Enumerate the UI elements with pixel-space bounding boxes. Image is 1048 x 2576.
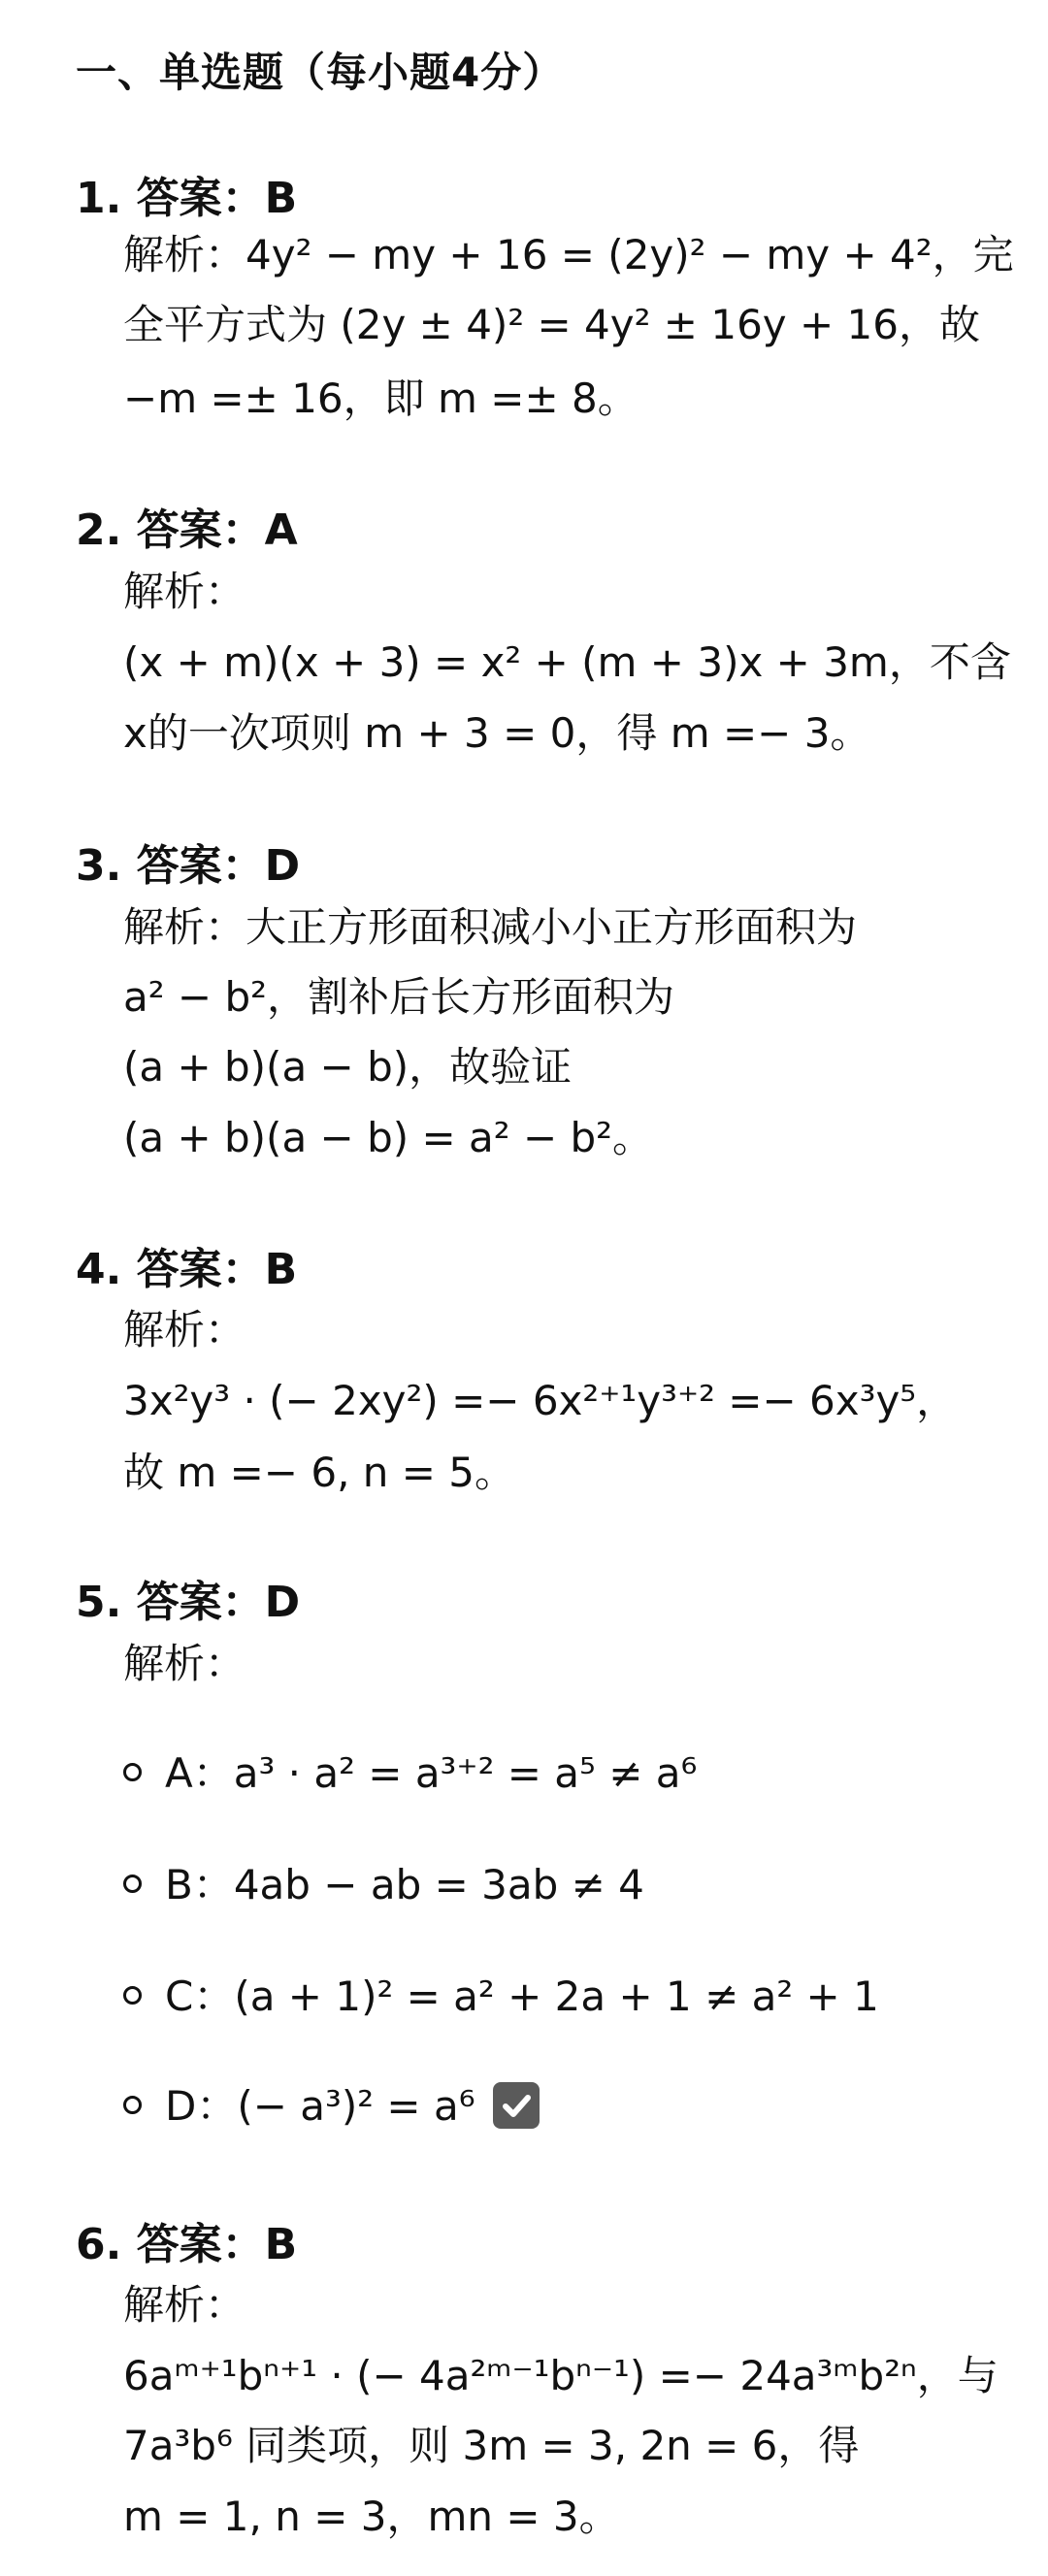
question-3-explanation-line-3: (a + b)(a − b)，故验证 [123, 1043, 573, 1091]
bullet-circle-icon [123, 1986, 142, 2005]
option-text: C：(a + 1)² = a² + 2a + 1 ≠ a² + 1 [165, 1973, 879, 2020]
question-2-explanation-line-2: (x + m)(x + 3) = x² + (m + 3)x + 3m，不含 [123, 638, 1011, 686]
question-5-explanation-line-1: 解析： [123, 1640, 246, 1687]
option-text: A：a³ · a² = a³⁺² = a⁵ ≠ a⁶ [165, 1749, 698, 1797]
question-1-explanation-line-3: −m =± 16，即 m =± 8。 [123, 375, 639, 422]
question-1-explanation-line-1: 解析：4y² − my + 16 = (2y)² − my + 4²，完 [123, 231, 1014, 278]
question-3-explanation-line-2: a² − b²，割补后长方形面积为 [123, 973, 674, 1021]
question-5-option-d [123, 2079, 540, 2134]
question-6-explanation-line-2: 6aᵐ⁺¹bⁿ⁺¹ · (− 4a²ᵐ⁻¹bⁿ⁻¹) =− 24a³ᵐb²ⁿ，与 [123, 2352, 999, 2399]
question-2-explanation-line-1: 解析： [123, 568, 246, 615]
question-1-explanation-line-2: 全平方式为 (2y ± 4)² = 4y² ± 16y + 16，故 [123, 301, 980, 348]
question-3-answer: 3. 答案：D [76, 841, 301, 891]
section-heading: 一、单选题（每小题4分） [76, 49, 565, 96]
question-4-explanation-line-3: 故 m =− 6, n = 5。 [123, 1449, 516, 1496]
question-6-answer: 6. 答案：B [76, 2220, 298, 2269]
bullet-circle-icon [123, 1763, 142, 1781]
question-1-answer: 1. 答案：B [76, 174, 298, 223]
question-2-answer: 2. 答案：A [76, 505, 298, 555]
question-6-explanation-line-1: 解析： [123, 2281, 246, 2329]
option-text: B：4ab − ab = 3ab ≠ 4 [165, 1861, 644, 1908]
option-text: D：(− a³)² = a⁶ [165, 2082, 475, 2130]
question-5-option-c [123, 1970, 879, 2024]
question-4-answer: 4. 答案：B [76, 1245, 298, 1294]
question-5-option-b [123, 1858, 644, 1912]
question-2-explanation-line-3: x的一次项则 m + 3 = 0，得 m =− 3。 [123, 709, 871, 757]
question-6-explanation-line-3: 7a³b⁶ 同类项，则 3m = 3, 2n = 6，得 [123, 2422, 860, 2469]
question-3-explanation-line-4: (a + b)(a − b) = a² − b²。 [123, 1114, 653, 1161]
bullet-circle-icon [123, 1875, 142, 1893]
question-5-option-a [123, 1746, 697, 1801]
question-3-explanation-line-1: 解析：大正方形面积减小小正方形面积为 [123, 903, 858, 951]
bullet-circle-icon [123, 2096, 142, 2114]
question-5-answer: 5. 答案：D [76, 1578, 301, 1627]
question-6-explanation-line-4: m = 1, n = 3，mn = 3。 [123, 2493, 620, 2540]
question-4-explanation-line-1: 解析： [123, 1306, 246, 1353]
question-4-explanation-line-2: 3x²y³ · (− 2xy²) =− 6x²⁺¹y³⁺² =− 6x³y⁵， [123, 1377, 958, 1424]
check-box-icon [493, 2082, 540, 2129]
